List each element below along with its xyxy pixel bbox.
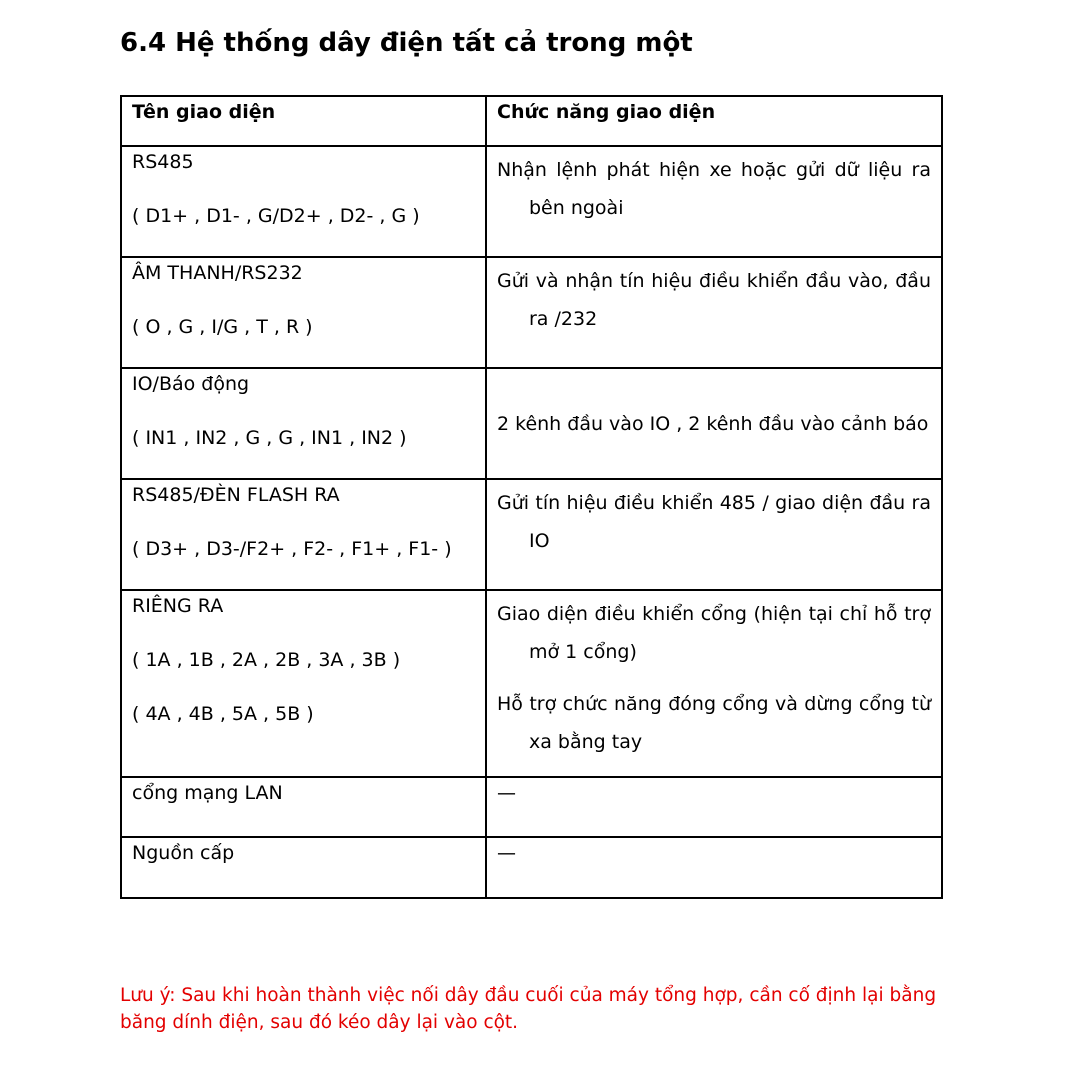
interface-function-cell [486,479,942,590]
interface-pins: ( D3+ , D3-/F2+ , F2- , F1+ , F1- ) [132,538,452,560]
interface-name-cell [121,837,486,898]
interface-function-cell [486,146,942,257]
interface-function: 2 kênh đầu vào IO , 2 kênh đầu vào cảnh báo [497,412,929,435]
column-header-interface-name: Tên giao diện [121,96,486,146]
interface-name-cell [121,590,486,777]
section-heading: 6.4 Hệ thống dây điện tất cả trong một [120,28,693,58]
interface-function-cell [486,777,942,837]
warning-note: Lưu ý: Sau khi hoàn thành việc nối dây đầu cuối của máy tổng hợp, cần cố định lại bằng băng dính điện, sau đó kéo dây lại vào cột. [120,985,937,1033]
table-row [121,146,942,257]
table-row [121,837,942,898]
table-header-row [121,96,942,146]
interface-name: cổng mạng LAN [132,782,283,804]
interface-name: RIÊNG RA [132,595,224,617]
interface-function: Gửi và nhận tín hiệu điều khiển đầu vào, đầu ra /232 [497,270,931,330]
table-row [121,777,942,837]
wiring-table [120,95,943,899]
table-row [121,479,942,590]
interface-name-cell [121,257,486,368]
interface-name: Nguồn cấp [132,842,235,864]
interface-name-cell [121,368,486,479]
interface-name: ÂM THANH/RS232 [132,262,303,284]
interface-name-cell [121,777,486,837]
table-row [121,590,942,777]
interface-name-cell [121,146,486,257]
interface-function-cell [486,837,942,898]
interface-pins-extra: ( 4A , 4B , 5A , 5B ) [132,703,314,725]
interface-name-cell [121,479,486,590]
interface-pins: ( 1A , 1B , 2A , 2B , 3A , 3B ) [132,649,401,671]
interface-pins: ( O , G , I/G , T , R ) [132,316,313,338]
interface-name: IO/Báo động [132,373,250,395]
interface-function: Giao diện điều khiển cổng (hiện tại chỉ hỗ trợ mở 1 cổng) [497,603,931,663]
interface-function-cell [486,257,942,368]
interface-pins: ( D1+ , D1- , G/D2+ , D2- , G ) [132,205,420,227]
interface-function: — [497,782,516,804]
table-row [121,257,942,368]
table-row [121,368,942,479]
column-header-interface-function: Chức năng giao diện [486,96,942,146]
interface-function: Nhận lệnh phát hiện xe hoặc gửi dữ liệu ra bên ngoài [497,159,931,219]
interface-function: Gửi tín hiệu điều khiển 485 / giao diện đầu ra IO [497,492,931,552]
interface-name: RS485 [132,151,194,173]
interface-function-cell [486,590,942,777]
interface-function-extra: Hỗ trợ chức năng đóng cổng và dừng cổng từ xa bằng tay [497,693,931,753]
interface-function: — [497,842,516,864]
interface-function-cell [486,368,942,479]
interface-pins: ( IN1 , IN2 , G , G , IN1 , IN2 ) [132,427,407,449]
interface-name: RS485/ĐÈN FLASH RA [132,484,340,506]
